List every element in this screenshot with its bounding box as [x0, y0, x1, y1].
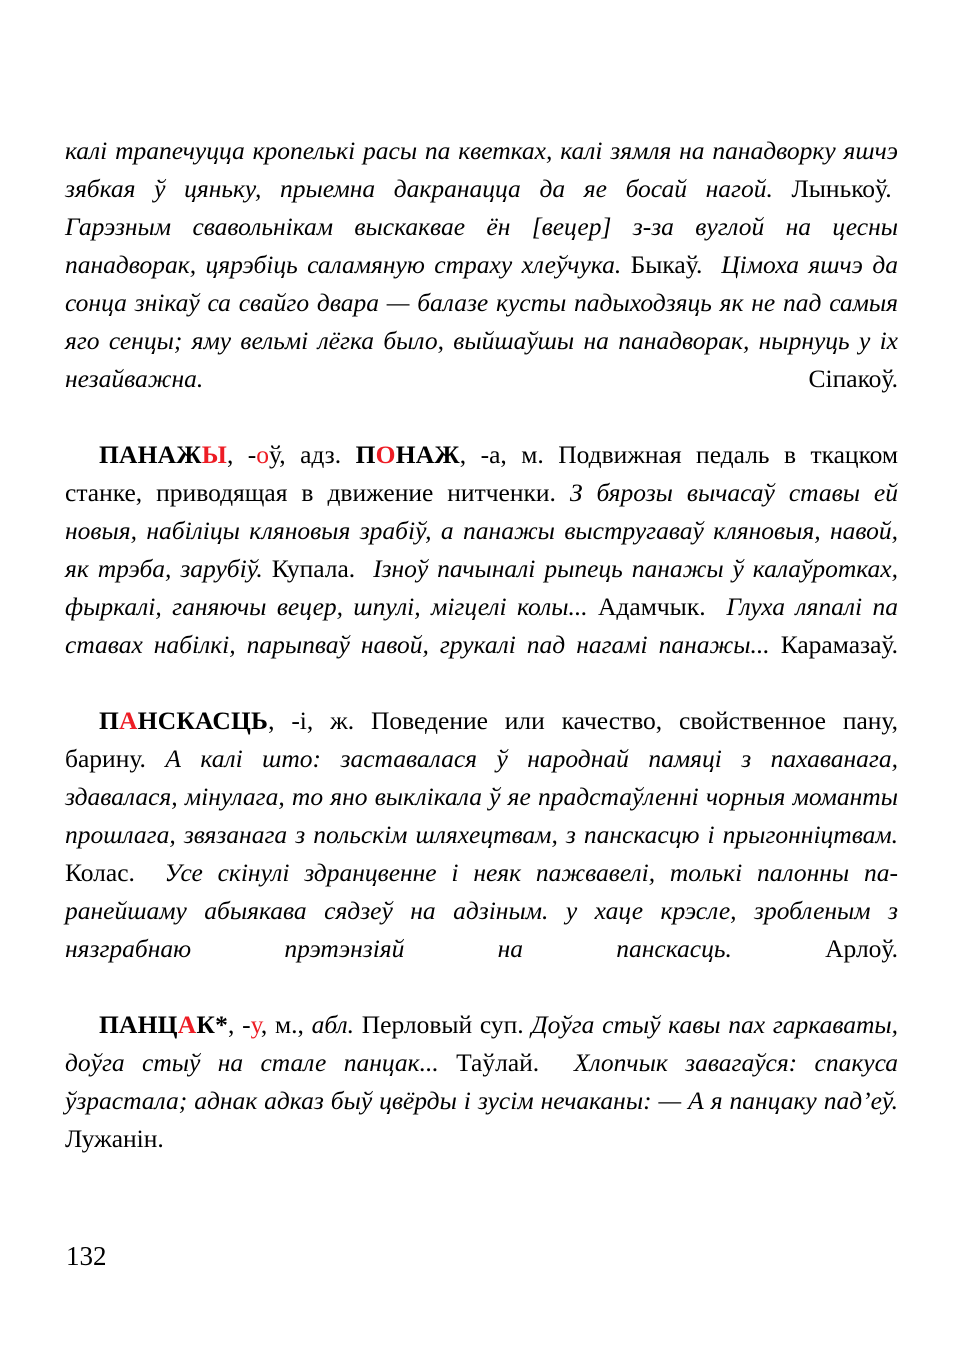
page-number: 132: [66, 1241, 107, 1271]
headword-comma: ,: [228, 1010, 235, 1039]
source-2: Адамчык.: [598, 592, 706, 621]
source-1: Таўлай.: [456, 1048, 540, 1077]
gender-marker: м.: [521, 440, 544, 469]
inflection-comma: ,: [260, 1010, 268, 1039]
gender-marker: ж.: [330, 706, 355, 735]
inflection-panazhy: [248, 440, 279, 469]
headword-text-post: К: [196, 1010, 216, 1039]
source-2: Лужанін.: [65, 1124, 164, 1153]
inflection-dash: -: [247, 440, 257, 469]
dictionary-entry-pancak: [65, 1006, 898, 1158]
headword-panazhy: [99, 440, 227, 469]
continued-source-3: Сіпакоў.: [808, 364, 898, 393]
citation-2: Усе скінулі здранцвенне і неяк пажвавелі, толькі палонны па-ранейшаму абыякава сядзеў на адзіным. у хаце крэсле, зробленым з нязграбнаю прэтэнзіяй на панскасць.: [65, 858, 899, 963]
citation-3: Глуха ляпалі па ставах набілкі, парыпваў навой, грукалі пад нагамі панажы...: [65, 592, 899, 659]
inflection-dash: -: [242, 1010, 251, 1039]
inflection-tail: ў: [269, 440, 280, 469]
headword-asterisk: *: [215, 1010, 229, 1039]
inflection-stress-mark: о: [256, 440, 270, 469]
inflection-comma: ,: [279, 440, 286, 469]
page-text-block: [65, 132, 898, 1158]
inflection-panskasc: -і: [291, 706, 307, 735]
source-2: Арлоў.: [825, 934, 898, 963]
citation-1: З бярозы вычасаў ставы ей новыя, набіліцы кляновыя зрабіў, а панажы выстругаваў кляновыя, навой, як трэба, зарубіў.: [65, 478, 898, 583]
headword-text: ПАНАЖ: [99, 440, 202, 469]
dictionary-entry-panazhy: [65, 436, 898, 702]
headword-stress-mark: А: [177, 1010, 197, 1039]
variant-text-pre: П: [355, 440, 376, 469]
variant-inflection: -а: [480, 440, 501, 469]
headword-variant-ponazh: [356, 440, 460, 469]
headword-panskasc: [99, 706, 268, 735]
headword-text-post: НСКАСЦЬ: [137, 706, 269, 735]
variant-comma: ,: [459, 440, 467, 469]
definition-pancak: Перловый суп.: [361, 1010, 524, 1039]
citation-1: Доўга стыў кавы пах гаркаваты, доўга стыў на стале панцак...: [65, 1010, 899, 1077]
headword-comma: ,: [268, 706, 275, 735]
definition-panazhy: Подвижная педаль в ткацком станке, приводящая в движение нитченки.: [65, 440, 899, 507]
continued-source-1: Лынькоў.: [791, 174, 892, 203]
abbr-adz: адз.: [300, 440, 342, 469]
dictionary-entry-panskasc: [65, 702, 898, 1006]
headword-text-pre: П: [99, 706, 120, 735]
headword-text-pre: ПАНЦ: [99, 1010, 178, 1039]
variant-text-post: НАЖ: [395, 440, 460, 469]
inflection-pancak: [242, 1010, 261, 1039]
headword-pancak: [99, 1010, 228, 1039]
citation-1: А калі што: заставалася ў народнай памяці з пахаванага, здавалася, мінулага, то яно выклікала ў яе прадстаўленні чорныя моманты прошлага, звязанага з польскім шляхецтвам, з панскасцю і прыгонніцтвам.: [65, 744, 898, 849]
abbr-abl: абл.: [311, 1010, 354, 1039]
continued-citation-3: Цімоха яшчэ да сонца знікаў са свайго двара — балазе кусты падыходзяць як не пад самыя яго сенцы; яму вельмі лёгка было, выйшаўшы на панадворак, нырнуць у іх незайважна.: [65, 250, 899, 393]
inflection-comma: ,: [306, 706, 314, 735]
inflection-stress-mark: у: [250, 1010, 261, 1039]
source-1: Купала.: [271, 554, 356, 583]
headword-stress-mark: Ы: [201, 440, 227, 469]
headword-stress-mark: А: [119, 706, 138, 735]
source-3: Карамазаў.: [780, 630, 898, 659]
continued-citation-1: калі трапечуцца кропелькі расы па кветках, калі зямля на панадворку яшчэ зябкая ў цяньку, прыемна дакранацца да яе босай нагой.: [65, 136, 898, 203]
headword-comma: ,: [226, 440, 234, 469]
variant-inflection-comma: ,: [500, 440, 507, 469]
definition-panskasc: Поведение или качество, свойственное пану, барину.: [65, 706, 899, 773]
gender-marker: м.,: [274, 1010, 304, 1039]
citation-2: Ізноў пачыналі рыпець панажы ў калаўротках, фыркалі, ганяючы вецер, шпулі, мігцелі колы...: [65, 554, 898, 621]
continued-citation-2: Гарэзным свавольнікам выскаквае ён [вецер] з-за вуглой на цесны панадворак, цярэбіць саламяную страху хлеўчука.: [65, 212, 898, 279]
variant-stress-mark: О: [375, 440, 396, 469]
source-1: Колас.: [65, 858, 135, 887]
citation-2: Хлопчык завагаўся: спакуса ўзрастала; аднак адказ быў цвёрды і зусім нечаканы: — А я панцаку пад’еў.: [65, 1048, 899, 1115]
continued-source-2: Быкаў.: [630, 250, 703, 279]
continued-entry-paragraph: [65, 132, 898, 436]
